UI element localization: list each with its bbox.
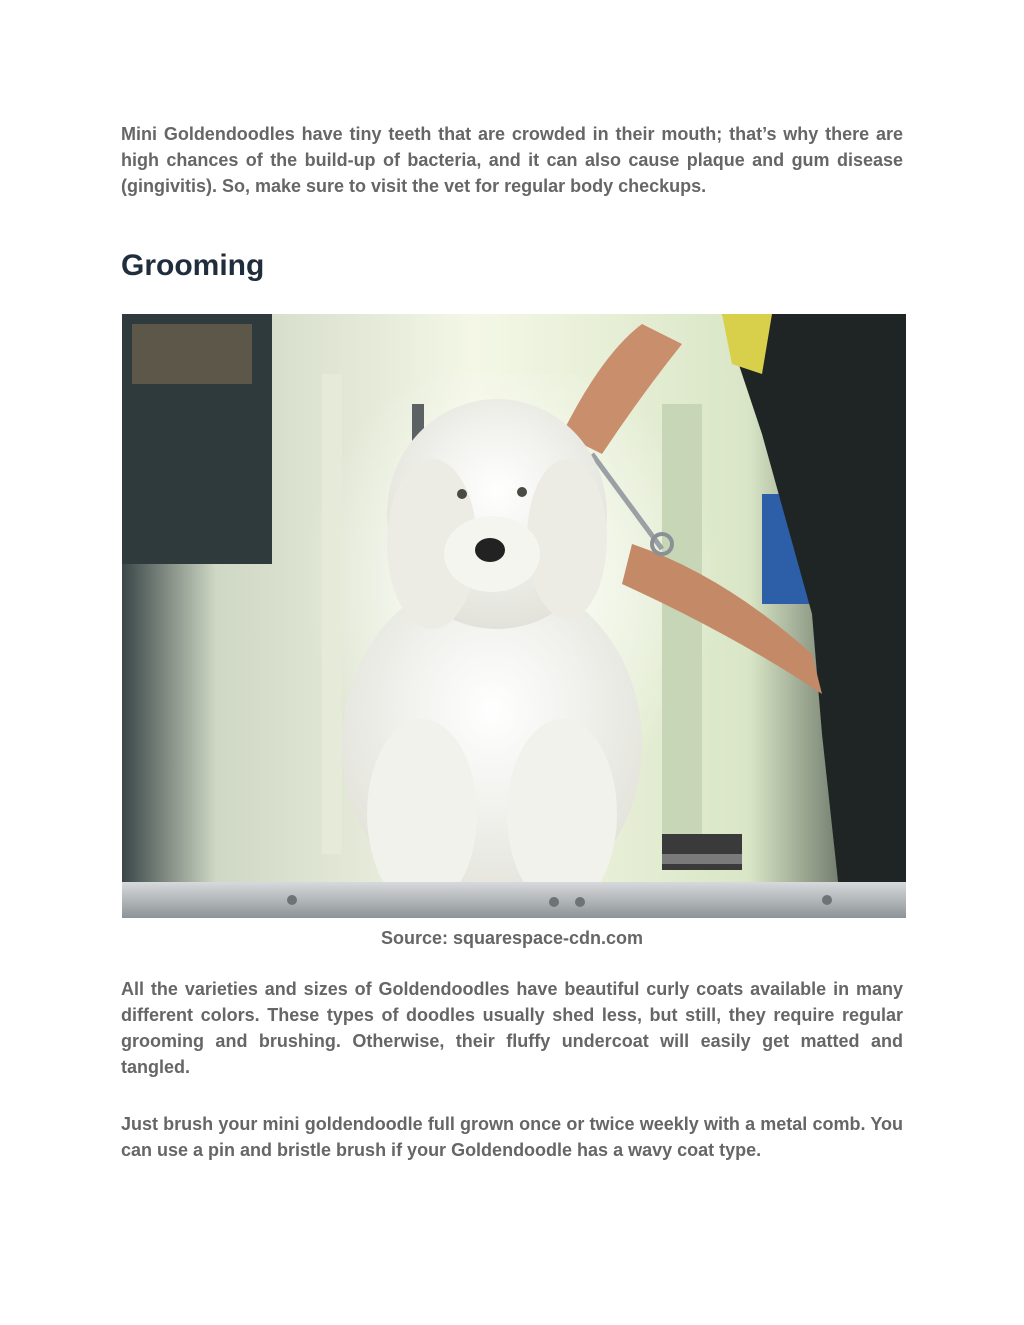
image-caption: Source: squarespace-cdn.com: [380, 928, 644, 948]
brushing-paragraph: Just brush your mini goldendoodle full grown once or twice weekly with a metal comb. You can use a pin and bristle brush if your Goldendoodle has a wavy coat type.: [121, 1114, 903, 1160]
dog-grooming-photo: [122, 314, 906, 918]
coats-paragraph: All the varieties and sizes of Goldendoodles have beautiful curly coats available in many different colors. These types of doodles usually shed less, but still, they require regular grooming and brushing. Otherwise, their fluffy undercoat will easily get matted and tangled.: [121, 979, 903, 1077]
section-heading: Grooming: [121, 249, 265, 282]
intro-paragraph: Mini Goldendoodles have tiny teeth that are crowded in their mouth; that’s why there are high chances of the build-up of bacteria, and it can also cause plaque and gum disease (gingivitis). So, make sure to visit the vet for regular body checkups.: [121, 124, 903, 196]
